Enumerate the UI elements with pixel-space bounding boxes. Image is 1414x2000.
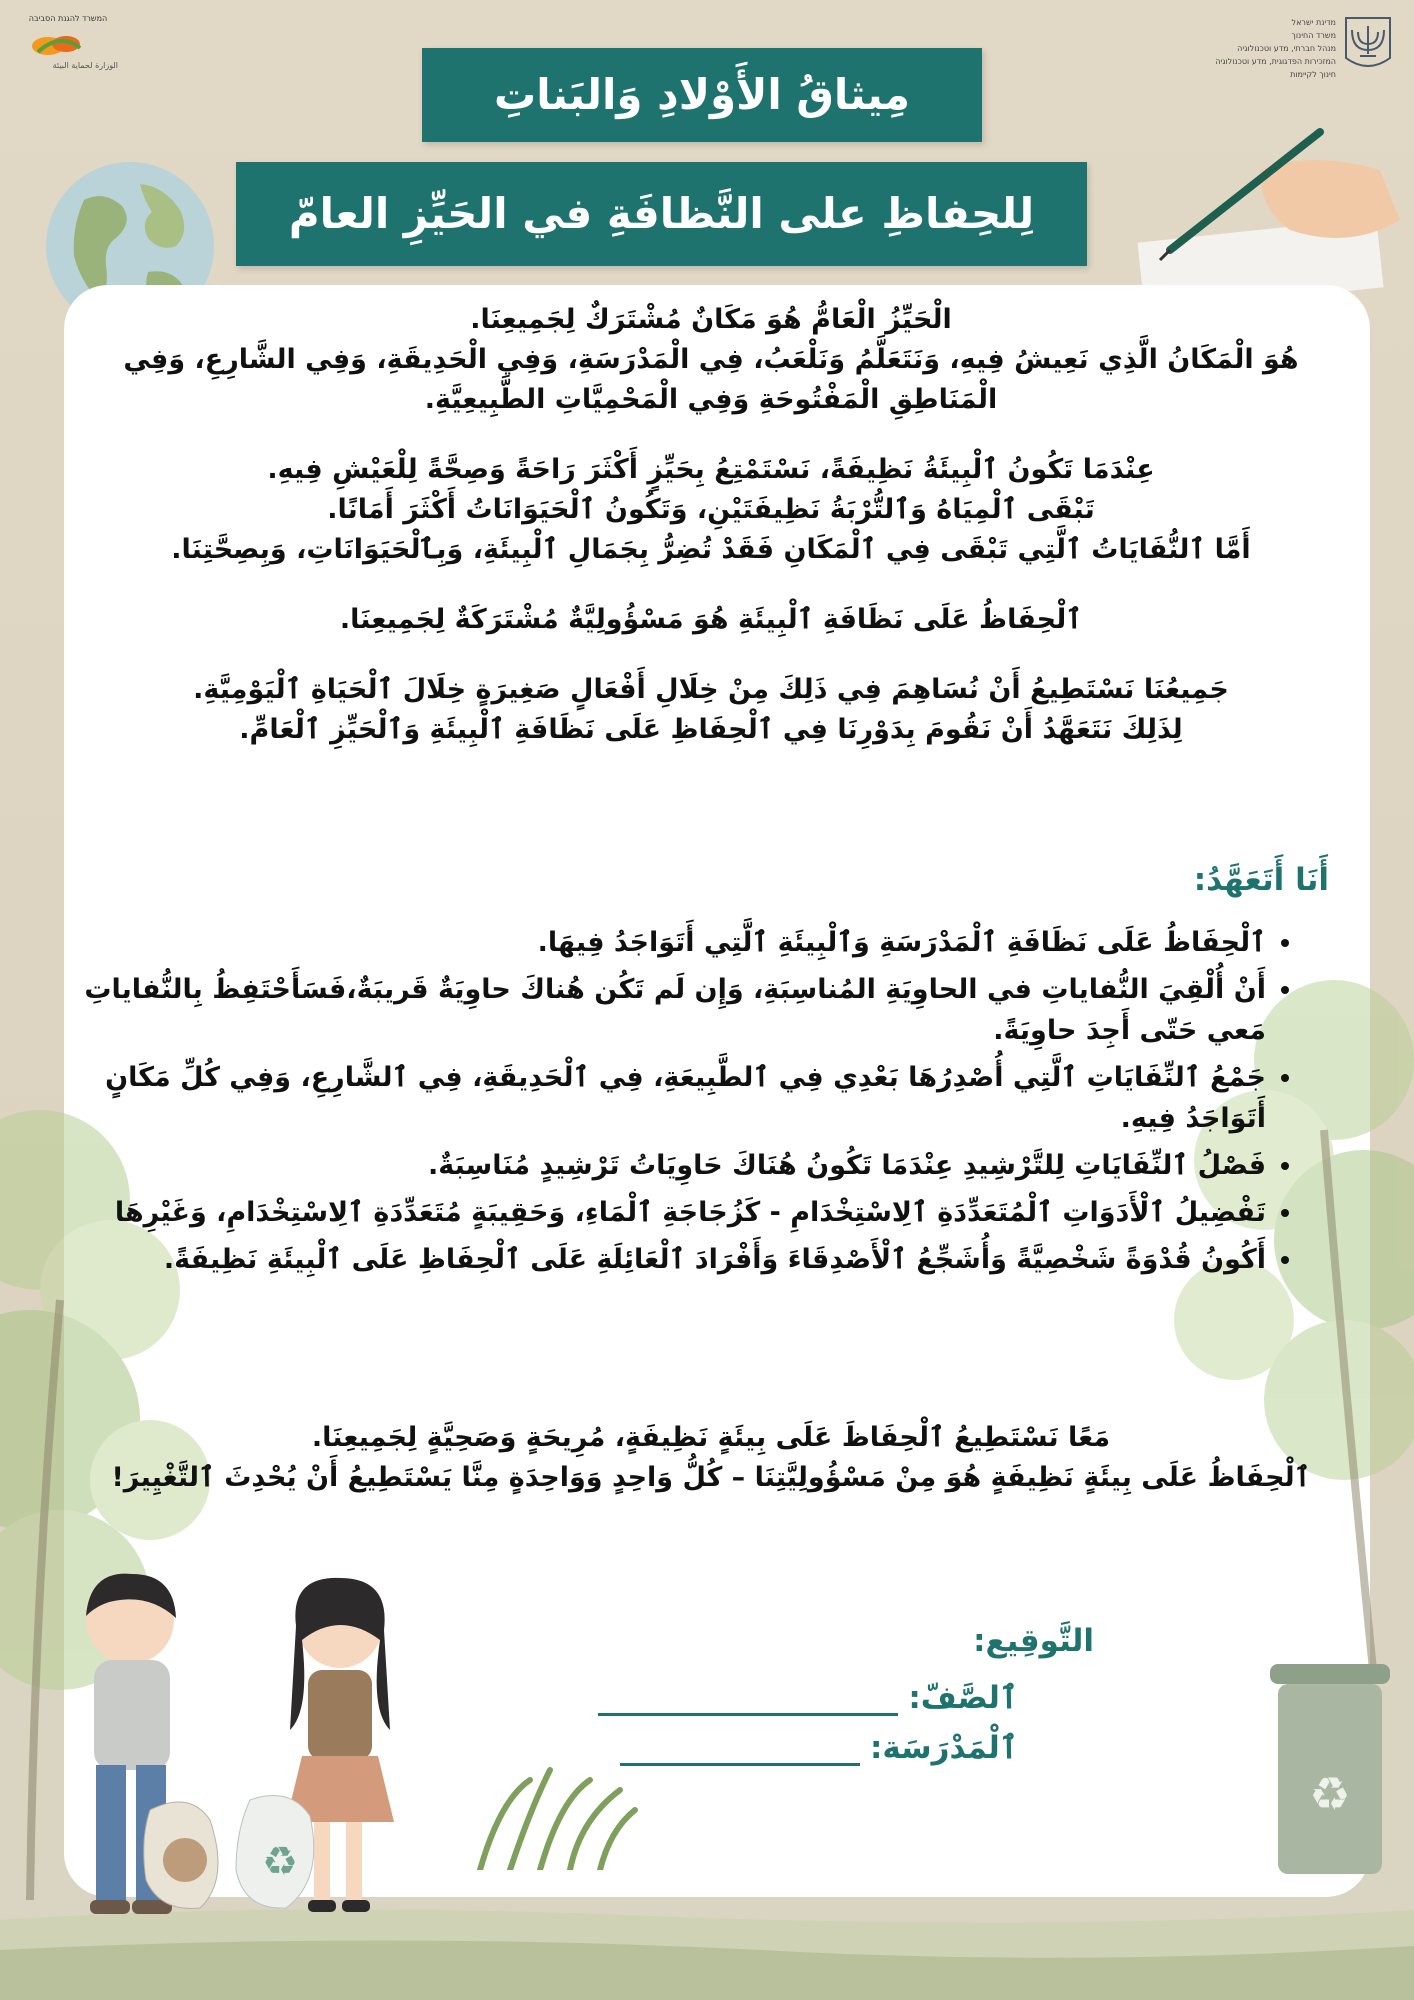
logo-right-line: חינוך לקיימות	[1290, 70, 1336, 79]
pledge-item: • ٱلْحِفَاظُ عَلَى نَظَافَةِ ٱلْمَدْرَسَةِ وَٱلْبِيئَةِ ٱلَّتِي أَتَوَاجَدُ فِيهَا.	[62, 922, 1266, 963]
closing-line: ٱلْحِفَاظُ عَلَى بِيئَةٍ نَظِيفَةٍ هُوَ مِنْ مَسْؤُولِيَّتِنَا – كُلُّ وَاحِدٍ وَوَاحِدَةٍ مِنَّا يَسْتَطِيعُ أَنْ يُحْدِثَ ٱلتَّغْيِيرَ!	[111, 1462, 1311, 1493]
intro-line: الْحَيِّزُ الْعَامُّ هُوَ مَكَانٌ مُشْتَرَكٌ لِجَمِيعِنَا.	[470, 304, 952, 335]
logo-right-line: מדינת ישראל	[1291, 18, 1336, 27]
leaf-logo-icon	[28, 28, 88, 62]
signature-title: التَّوقِيع:	[973, 1623, 1094, 1659]
school-field[interactable]	[620, 1730, 1018, 1766]
logo-right-line: מנהל חברתי, מדע וטכנולוגיה	[1237, 44, 1336, 53]
benefit-line: أَمَّا ٱلنُّفَايَاتُ ٱلَّتِي تَبْقَى فِي ٱلْمَكَانِ فَقَدْ تُضِرُّ بِجَمَالِ ٱلْبِيئَةِ، وَبِٱلْحَيَوَانَاتِ، وَبِصِحَّتِنَا.	[171, 534, 1251, 565]
pledge-item: • أَنْ أُلْقِيَ النُّفاياتِ في الحاوِيَةِ المُناسِبَةِ، وَإِن لَم تَكُن هُناكَ حاوِيَةٌ قَريبَةٌ،فَسَأَحْتَفِظُ بِالنُّفاياتِ مَعي حَتّى أَجِدَ حاوِيَةً.	[62, 969, 1266, 1051]
responsibility-line: ٱلْحِفَاظُ عَلَى نَظَافَةِ ٱلْبِيئَةِ هُوَ مَسْؤُولِيَّةٌ مُشْتَرَكَةٌ لِجَمِيعِنَا.	[339, 604, 1083, 635]
recycling-bin-illustration-icon	[1260, 1640, 1400, 1880]
pledge-title: أَنَا أَتَعَهَّدُ:	[1193, 862, 1329, 898]
title-line-2: لِلحِفاظِ على النَّظافَةِ في الحَيِّزِ العامّ	[236, 162, 1087, 266]
svg-text:♻: ♻	[1309, 1767, 1351, 1821]
hand-writing-illustration-icon	[1110, 110, 1400, 310]
grass-illustration-icon	[470, 1760, 640, 1870]
school-input-line[interactable]	[620, 1735, 860, 1766]
logo-right-line: המזכירות הפדגוגית, מדע וטכנולוגיה	[1215, 57, 1336, 66]
pledge-item: • تَفْضِيلُ ٱلْأَدَوَاتِ ٱلْمُتَعَدِّدَةِ ٱلِاسْتِخْدَامِ - كَزُجَاجَةِ ٱلْمَاءِ، وَحَقِيبَةٍ مُتَعَدِّدَةِ ٱلِاسْتِخْدَامِ، وَغَيْرِهَا	[62, 1192, 1266, 1233]
commitment-line: لِذَلِكَ نَتَعَهَّدُ أَنْ نَقُومَ بِدَوْرِنَا فِي ٱلْحِفَاظِ عَلَى نَظَافَةِ ٱلْبِيئَةِ وَٱلْحَيِّزِ ٱلْعَامِّ.	[239, 714, 1183, 745]
logo-left-subtitle: الوزارة لحماية البيئة	[52, 61, 118, 70]
svg-text:♻: ♻	[262, 1839, 298, 1885]
class-label: ٱلصَّفّ:	[908, 1680, 1018, 1716]
class-input-line[interactable]	[598, 1685, 898, 1716]
charter-body	[80, 300, 1342, 750]
closing-line: مَعًا نَسْتَطِيعُ ٱلْحِفَاظَ عَلَى بِيئَةٍ نَظِيفَةٍ، مُرِيحَةٍ وَصَحِيَّةٍ لِجَمِيعِنَا.	[311, 1422, 1111, 1453]
commitment-line: جَمِيعُنَا نَسْتَطِيعُ أَنْ نُسَاهِمَ فِي ذَلِكَ مِنْ خِلَالِ أَفْعَالٍ صَغِيرَةٍ خِلَالَ ٱلْحَيَاةِ ٱلْيَوْمِيَّةِ.	[193, 674, 1229, 705]
kids-recycling-illustration-icon	[40, 1560, 480, 1930]
school-label: ٱلْمَدْرَسَة:	[869, 1730, 1018, 1766]
education-ministry-logo	[1215, 14, 1394, 84]
logo-left-title: המשרד להגנת הסביבה	[28, 14, 108, 23]
pledge-list	[62, 922, 1302, 1286]
pledge-item: • فَصْلُ ٱلنِّفَايَاتِ لِلتَّرْشِيدِ عِنْدَمَا تَكُونُ هُنَاكَ حَاوِيَاتُ تَرْشِيدٍ مُنَاسِبَةٌ.	[62, 1145, 1266, 1186]
benefit-line: تَبْقَى ٱلْمِيَاهُ وَٱلتُّرْبَةُ نَظِيفَتَيْنِ، وَتَكُونُ ٱلْحَيَوَانَاتُ أَكْثَرَ أَمَانًا.	[327, 494, 1095, 525]
environment-ministry-logo	[18, 14, 118, 84]
benefit-line: عِنْدَمَا تَكُونُ ٱلْبِيئَةُ نَظِيفَةً، نَسْتَمْتِعُ بِحَيِّزٍ أَكْثَرَ رَاحَةً وَصِحَّةً لِلْعَيْشِ فِيهِ.	[267, 454, 1155, 485]
menorah-emblem-icon	[1342, 14, 1394, 74]
logo-right-line: משרד החינוך	[1291, 31, 1336, 40]
intro-line: هُوَ الْمَكَانُ الَّذِي نَعِيشُ فِيهِ، وَنَتَعَلَّمُ وَنَلْعَبُ، فِي الْمَدْرَسَةِ، وَفِي الْحَدِيقَةِ، وَفِي الشَّارِعِ، وَفِي الْمَنَاطِقِ الْمَفْتُوحَةِ وَفِي الْمَحْمِيَّاتِ الطَّبِيعِيَّةِ.	[123, 344, 1299, 415]
pledge-item: • أَكُونُ قُدْوَةً شَخْصِيَّةً وَأُشَجِّعُ ٱلْأَصْدِقَاءَ وَأَفْرَادَ ٱلْعَائِلَةِ عَلَى ٱلْحِفَاظِ عَلَى ٱلْبِيئَةِ نَظِيفَةً.	[62, 1239, 1266, 1280]
closing-text	[80, 1418, 1342, 1498]
logo-right-lines	[1215, 16, 1336, 81]
pledge-item: • جَمْعُ ٱلنِّفَايَاتِ ٱلَّتِي أُصْدِرُهَا بَعْدِي فِي ٱلطَّبِيعَةِ، فِي ٱلْحَدِيقَةِ، فِي ٱلشَّارِعِ، وَفِي كُلِّ مَكَانٍ أَتَوَاجَدُ فِيهِ.	[62, 1057, 1266, 1139]
title-line-1: مِيثاقُ الأَوْلادِ وَالبَناتِ	[422, 48, 982, 142]
class-field[interactable]	[598, 1680, 1018, 1716]
